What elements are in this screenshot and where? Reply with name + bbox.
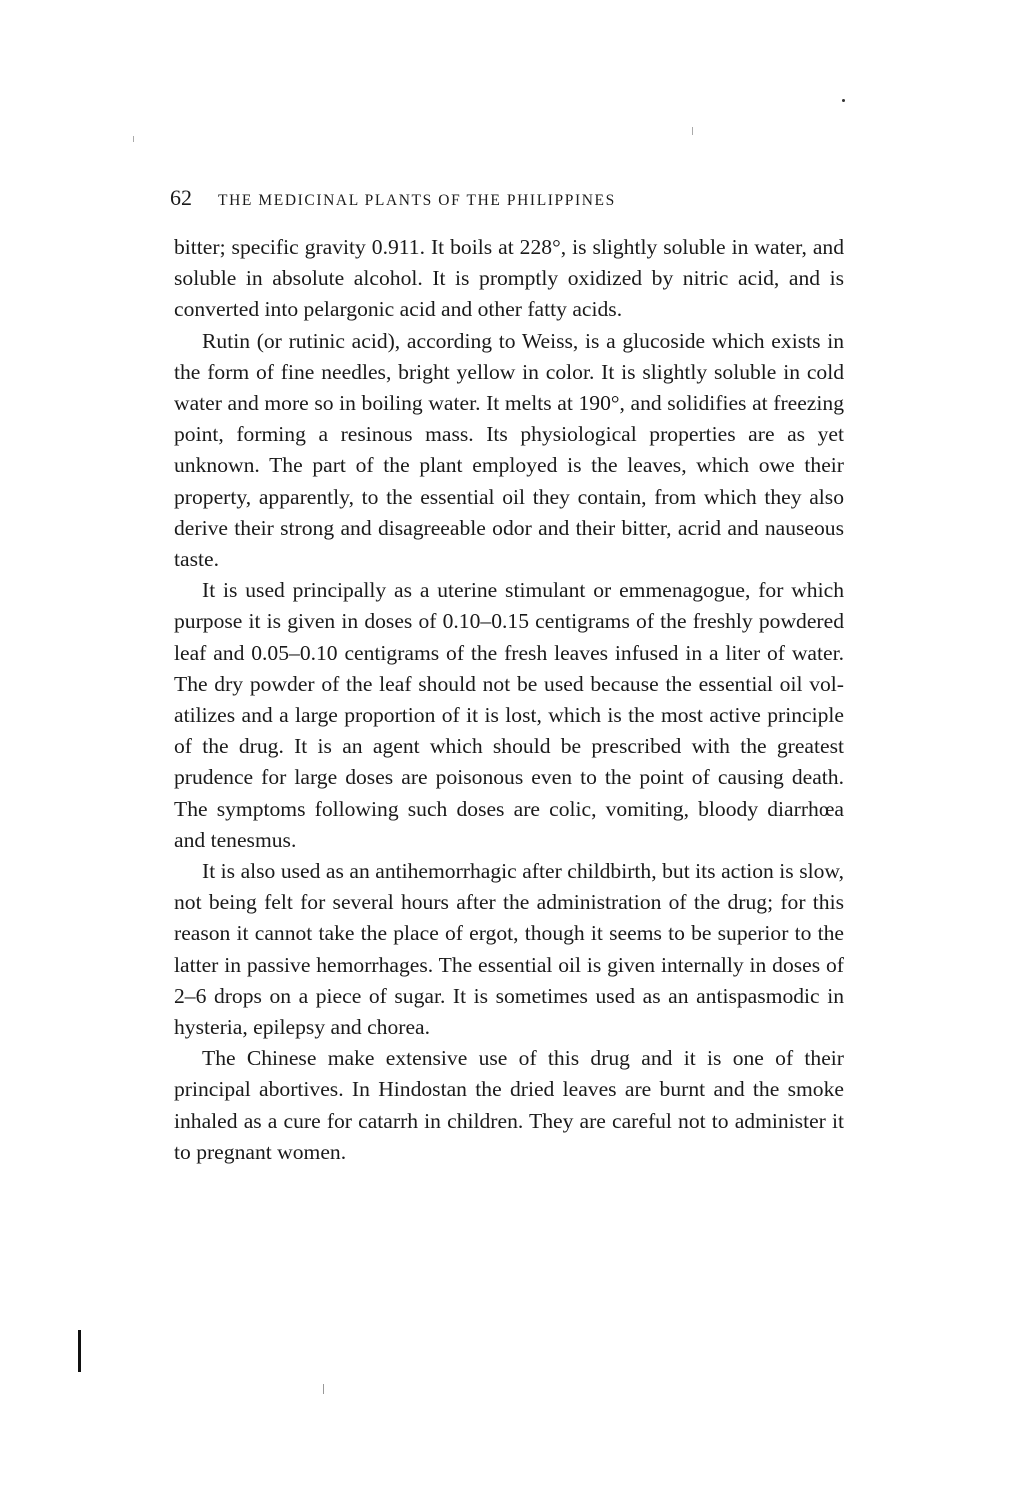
paragraph-continued: bitter; specific gravity 0.911. It boils at 228°, is slightly soluble in water, and soluble in absolute alcohol. It is promptly oxidized by nitric acid, and is converted into pelargonic acid and other fatty acids. bbox=[174, 235, 844, 322]
scan-speck bbox=[692, 127, 693, 135]
scan-speck bbox=[133, 136, 134, 142]
scan-speck bbox=[842, 99, 845, 102]
paragraph-chinese-use: The Chinese make extensive use of this drug and it is one of their principal abortives. In Hindostan the dried leaves are burnt and the smoke inhaled as a cure for catarrh in children. They are careful not to administer it to pregnant women. bbox=[174, 1046, 844, 1164]
running-head bbox=[170, 183, 850, 213]
scan-speck bbox=[323, 1384, 324, 1394]
page-number: 62 bbox=[170, 185, 192, 210]
paragraph-uterine-stimulant: It is used principally as a uterine stimulant or emmenagogue, for which purpose it is given in doses of 0.10–0.15 centigrams of the freshly powdered leaf and 0.05–0.10 centigrams of the fresh leaves infused in a liter of water. The dry powder of the leaf should not be used because the essential oil volatilizes and a large proportion of it is lost, which is the most active principle of the drug. It is an agent which should be prescribed with the greatest prudence for large doses are poisonous even to the point of causing death. The symptoms following such doses are colic, vomiting, bloody diarrhœa and tenesmus. bbox=[174, 578, 844, 852]
running-title: THE MEDICINAL PLANTS OF THE PHILIPPINES bbox=[218, 192, 616, 209]
paragraph-antihemorrhagic: It is also used as an antihemorrhagic after childbirth, but its action is slow, not being felt for several hours after the administration of the drug; for this reason it cannot take the place of ergot, though it seems to be superior to the latter in passive hemorrhages. The essential oil is given internally in doses of 2–6 drops on a piece of sugar. It is sometimes used as an antispasmodic in hysteria, epilepsy and chorea. bbox=[174, 859, 844, 1040]
scan-margin-mark bbox=[78, 1330, 81, 1372]
body-text bbox=[174, 232, 844, 1168]
paragraph-rutin: Rutin (or rutinic acid), according to Weiss, is a glucoside which exists in the form of fine needles, bright yellow in color. It is slightly soluble in cold water and more so in boiling water. It melts at 190°, and solidifies at freezing point, forming a resinous mass. Its physiological properties are as yet unknown. The part of the plant employed is the leaves, which owe their property, apparently, to the essential oil they contain, from which they also derive their strong and disagreeable odor and their bitter, acrid and nauseous taste. bbox=[174, 328, 844, 572]
